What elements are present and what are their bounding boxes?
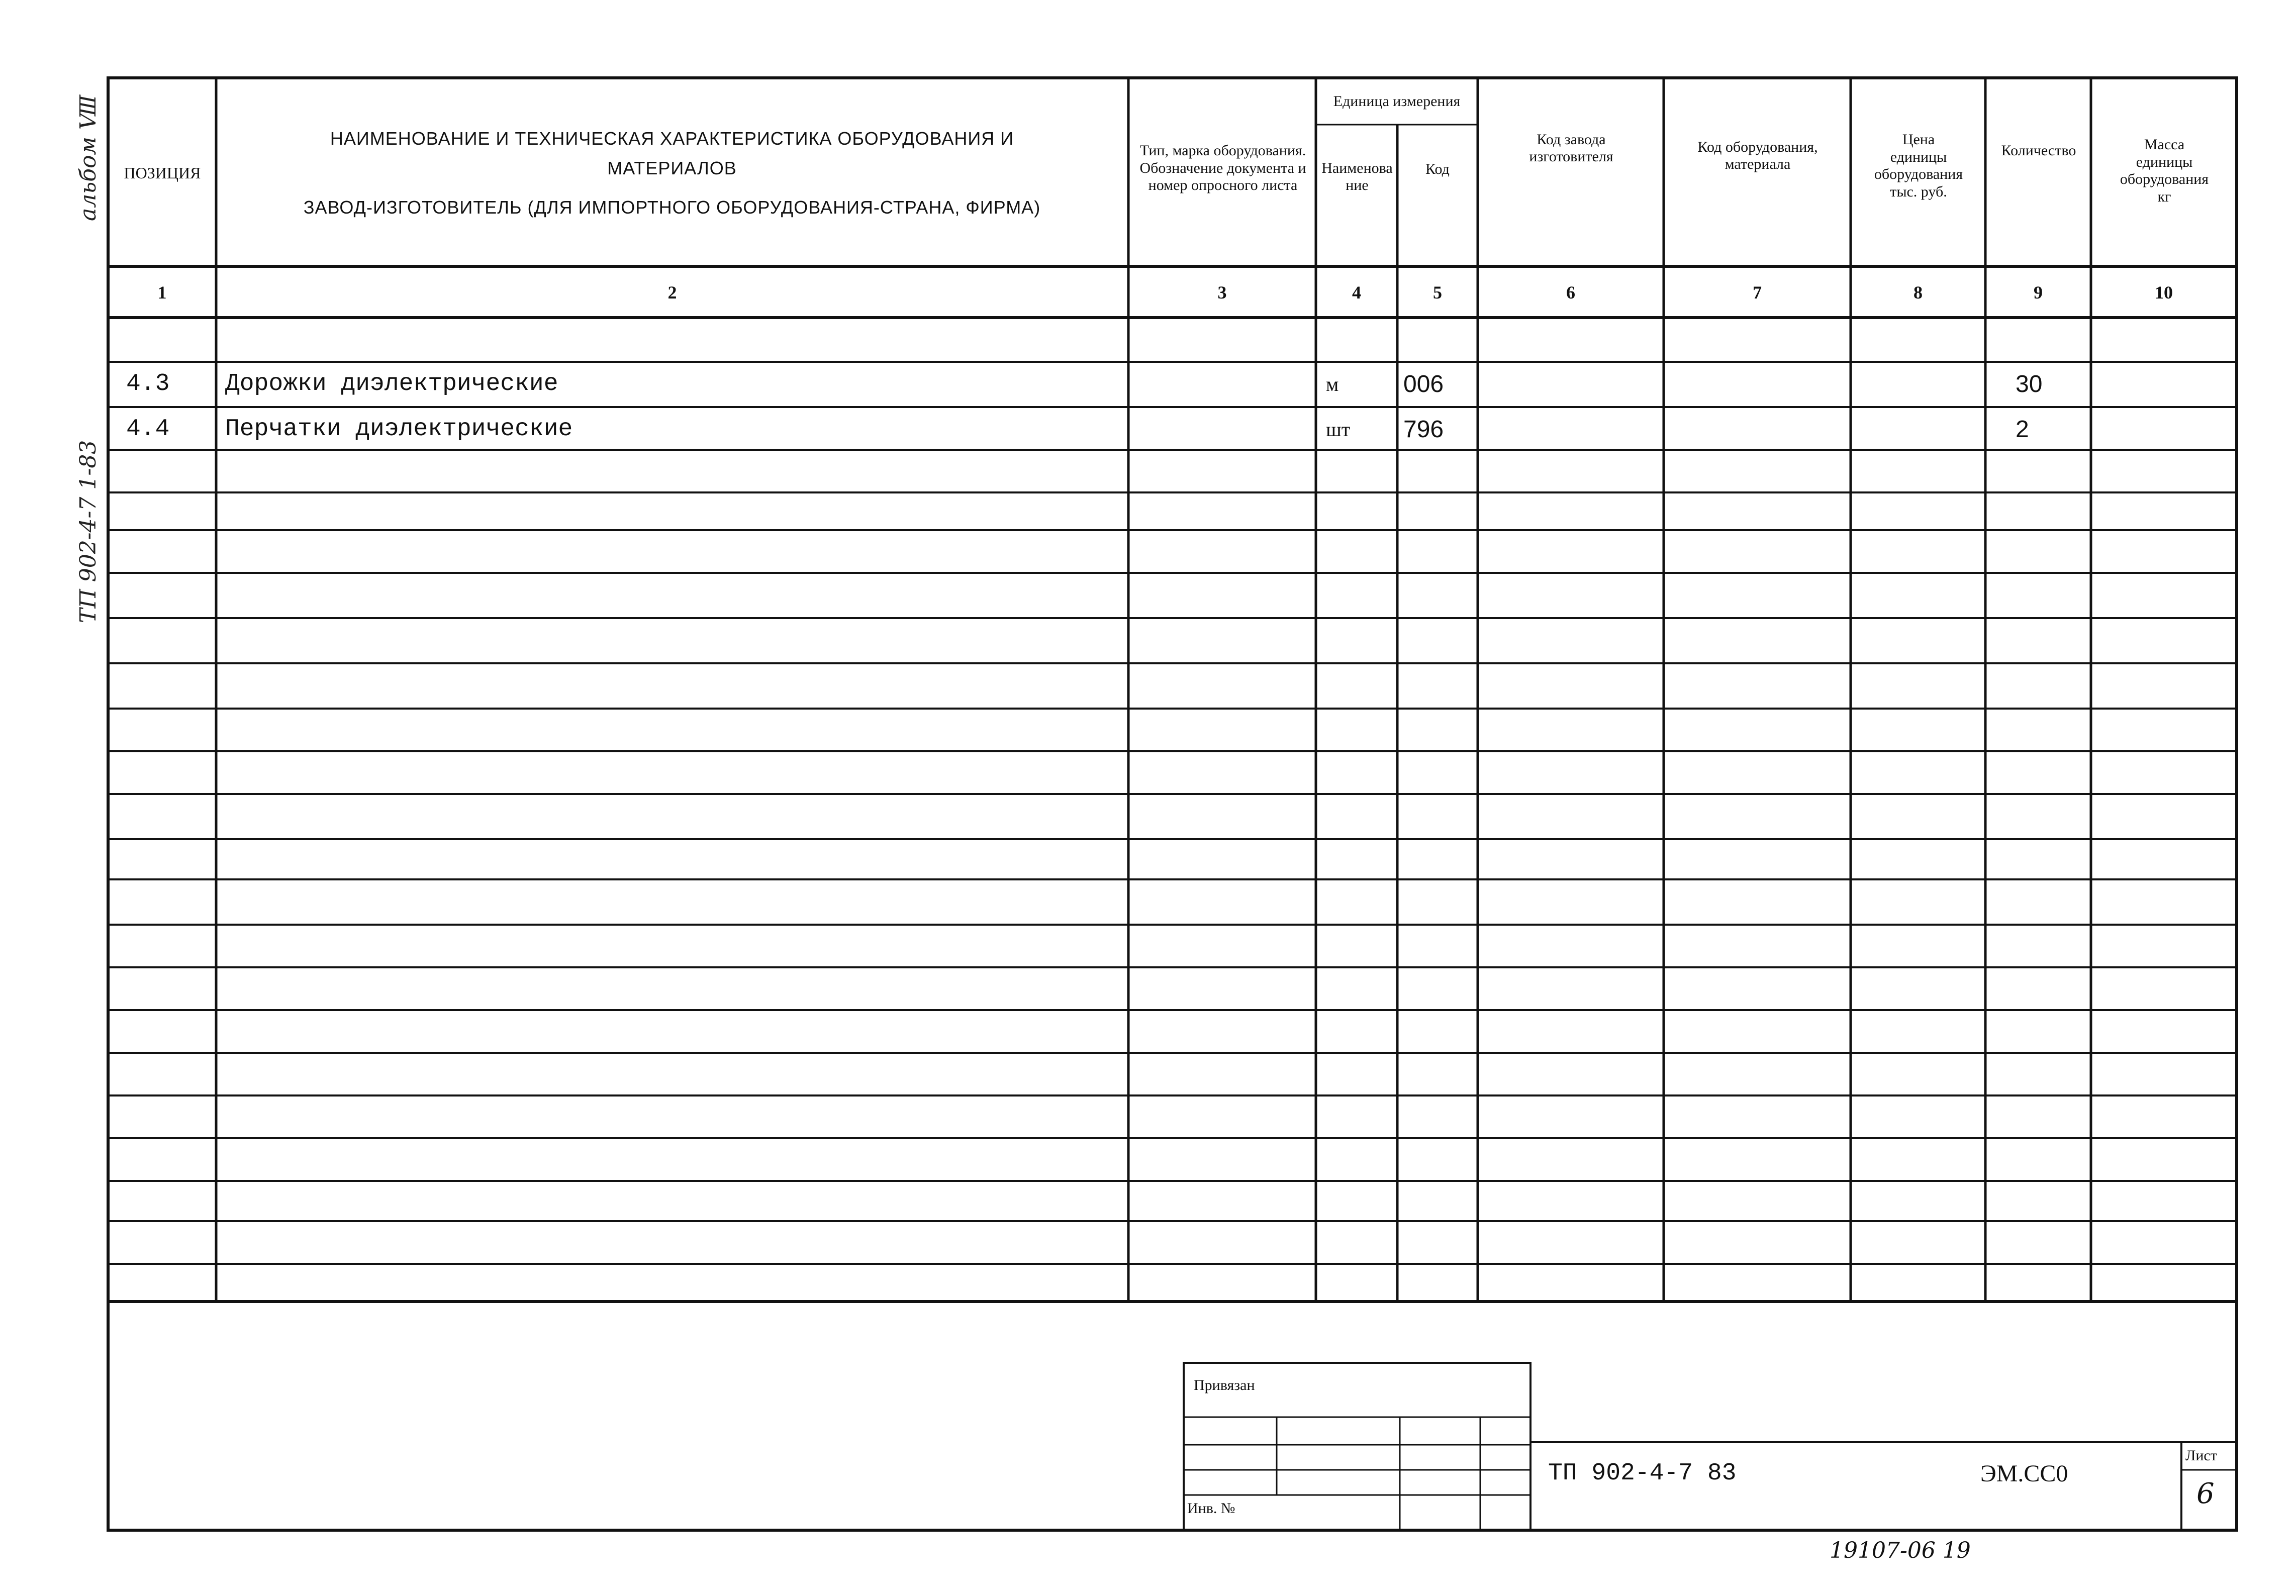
column-number-9: 9 (2034, 282, 2043, 303)
header-equipment-code: Код оборудования, материала (1697, 138, 1818, 172)
row-position: 4.3 (126, 370, 170, 398)
header-price: Цена единицы оборудования тыс. руб. (1874, 131, 1963, 200)
column-number-6: 6 (1566, 282, 1575, 303)
header-factory-code: Код завода изготовителя (1529, 131, 1613, 165)
column-number-8: 8 (1914, 282, 1923, 303)
album-label: альбом Ⅷ (75, 94, 101, 221)
row-quantity: 2 (2016, 416, 2029, 443)
column-number-10: 10 (2155, 282, 2173, 303)
stamp-mark: ЭМ.СС0 (1980, 1460, 2068, 1487)
row-unit-code: 006 (1403, 371, 1444, 398)
header-unit-group: Единица измерения (1333, 92, 1461, 110)
column-number-1: 1 (157, 282, 167, 303)
header-name-line3: ЗАВОД-ИЗГОТОВИТЕЛЬ (ДЛЯ ИМПОРТНОГО ОБОРУДОВАНИЯ-СТРАНА, ФИРМА) (303, 196, 1041, 218)
stamp-document-code: ТП 902-4-7 83 (1548, 1460, 1737, 1487)
row-position: 4.4 (126, 416, 170, 443)
column-number-7: 7 (1753, 282, 1762, 303)
row-unit-code: 796 (1403, 416, 1444, 443)
row-unit: м (1326, 373, 1339, 395)
stamp-sheet-number: 6 (2196, 1477, 2215, 1510)
header-mass: Масса единицы оборудования кг (2120, 136, 2209, 205)
header-unit-name: Наименование (1321, 159, 1393, 193)
header-type: Тип, марка оборудования. Обозначение документа и номер опросного листа (1139, 142, 1306, 194)
header-quantity: Количество (2001, 142, 2076, 159)
header-name-line1: НАИМЕНОВАНИЕ И ТЕХНИЧЕСКАЯ ХАРАКТЕРИСТИКА ОБОРУДОВАНИЯ И (330, 128, 1014, 149)
header-name-line2: МАТЕРИАЛОВ (607, 158, 737, 179)
column-number-3: 3 (1217, 282, 1227, 303)
column-number-2: 2 (667, 282, 677, 303)
stamp-inventory-label: Инв. № (1187, 1500, 1235, 1517)
row-unit: шт (1326, 418, 1351, 441)
row-quantity: 30 (2016, 371, 2043, 398)
header-unit-code: Код (1425, 160, 1450, 177)
column-number-4: 4 (1352, 282, 1361, 303)
column-number-5: 5 (1433, 282, 1442, 303)
stamp-sheet-label: Лист (2185, 1447, 2217, 1464)
project-code-side: ТП 902-4-7 1-83 (75, 440, 101, 623)
header-name (217, 80, 1127, 265)
stamp-bound-label: Привязан (1194, 1377, 1255, 1393)
footer-note: 19107-06 19 (1830, 1538, 1971, 1563)
row-name: Дорожки диэлектрические (225, 370, 558, 398)
header-position: ПОЗИЦИЯ (124, 163, 201, 182)
row-name: Перчатки диэлектрические (225, 416, 573, 443)
